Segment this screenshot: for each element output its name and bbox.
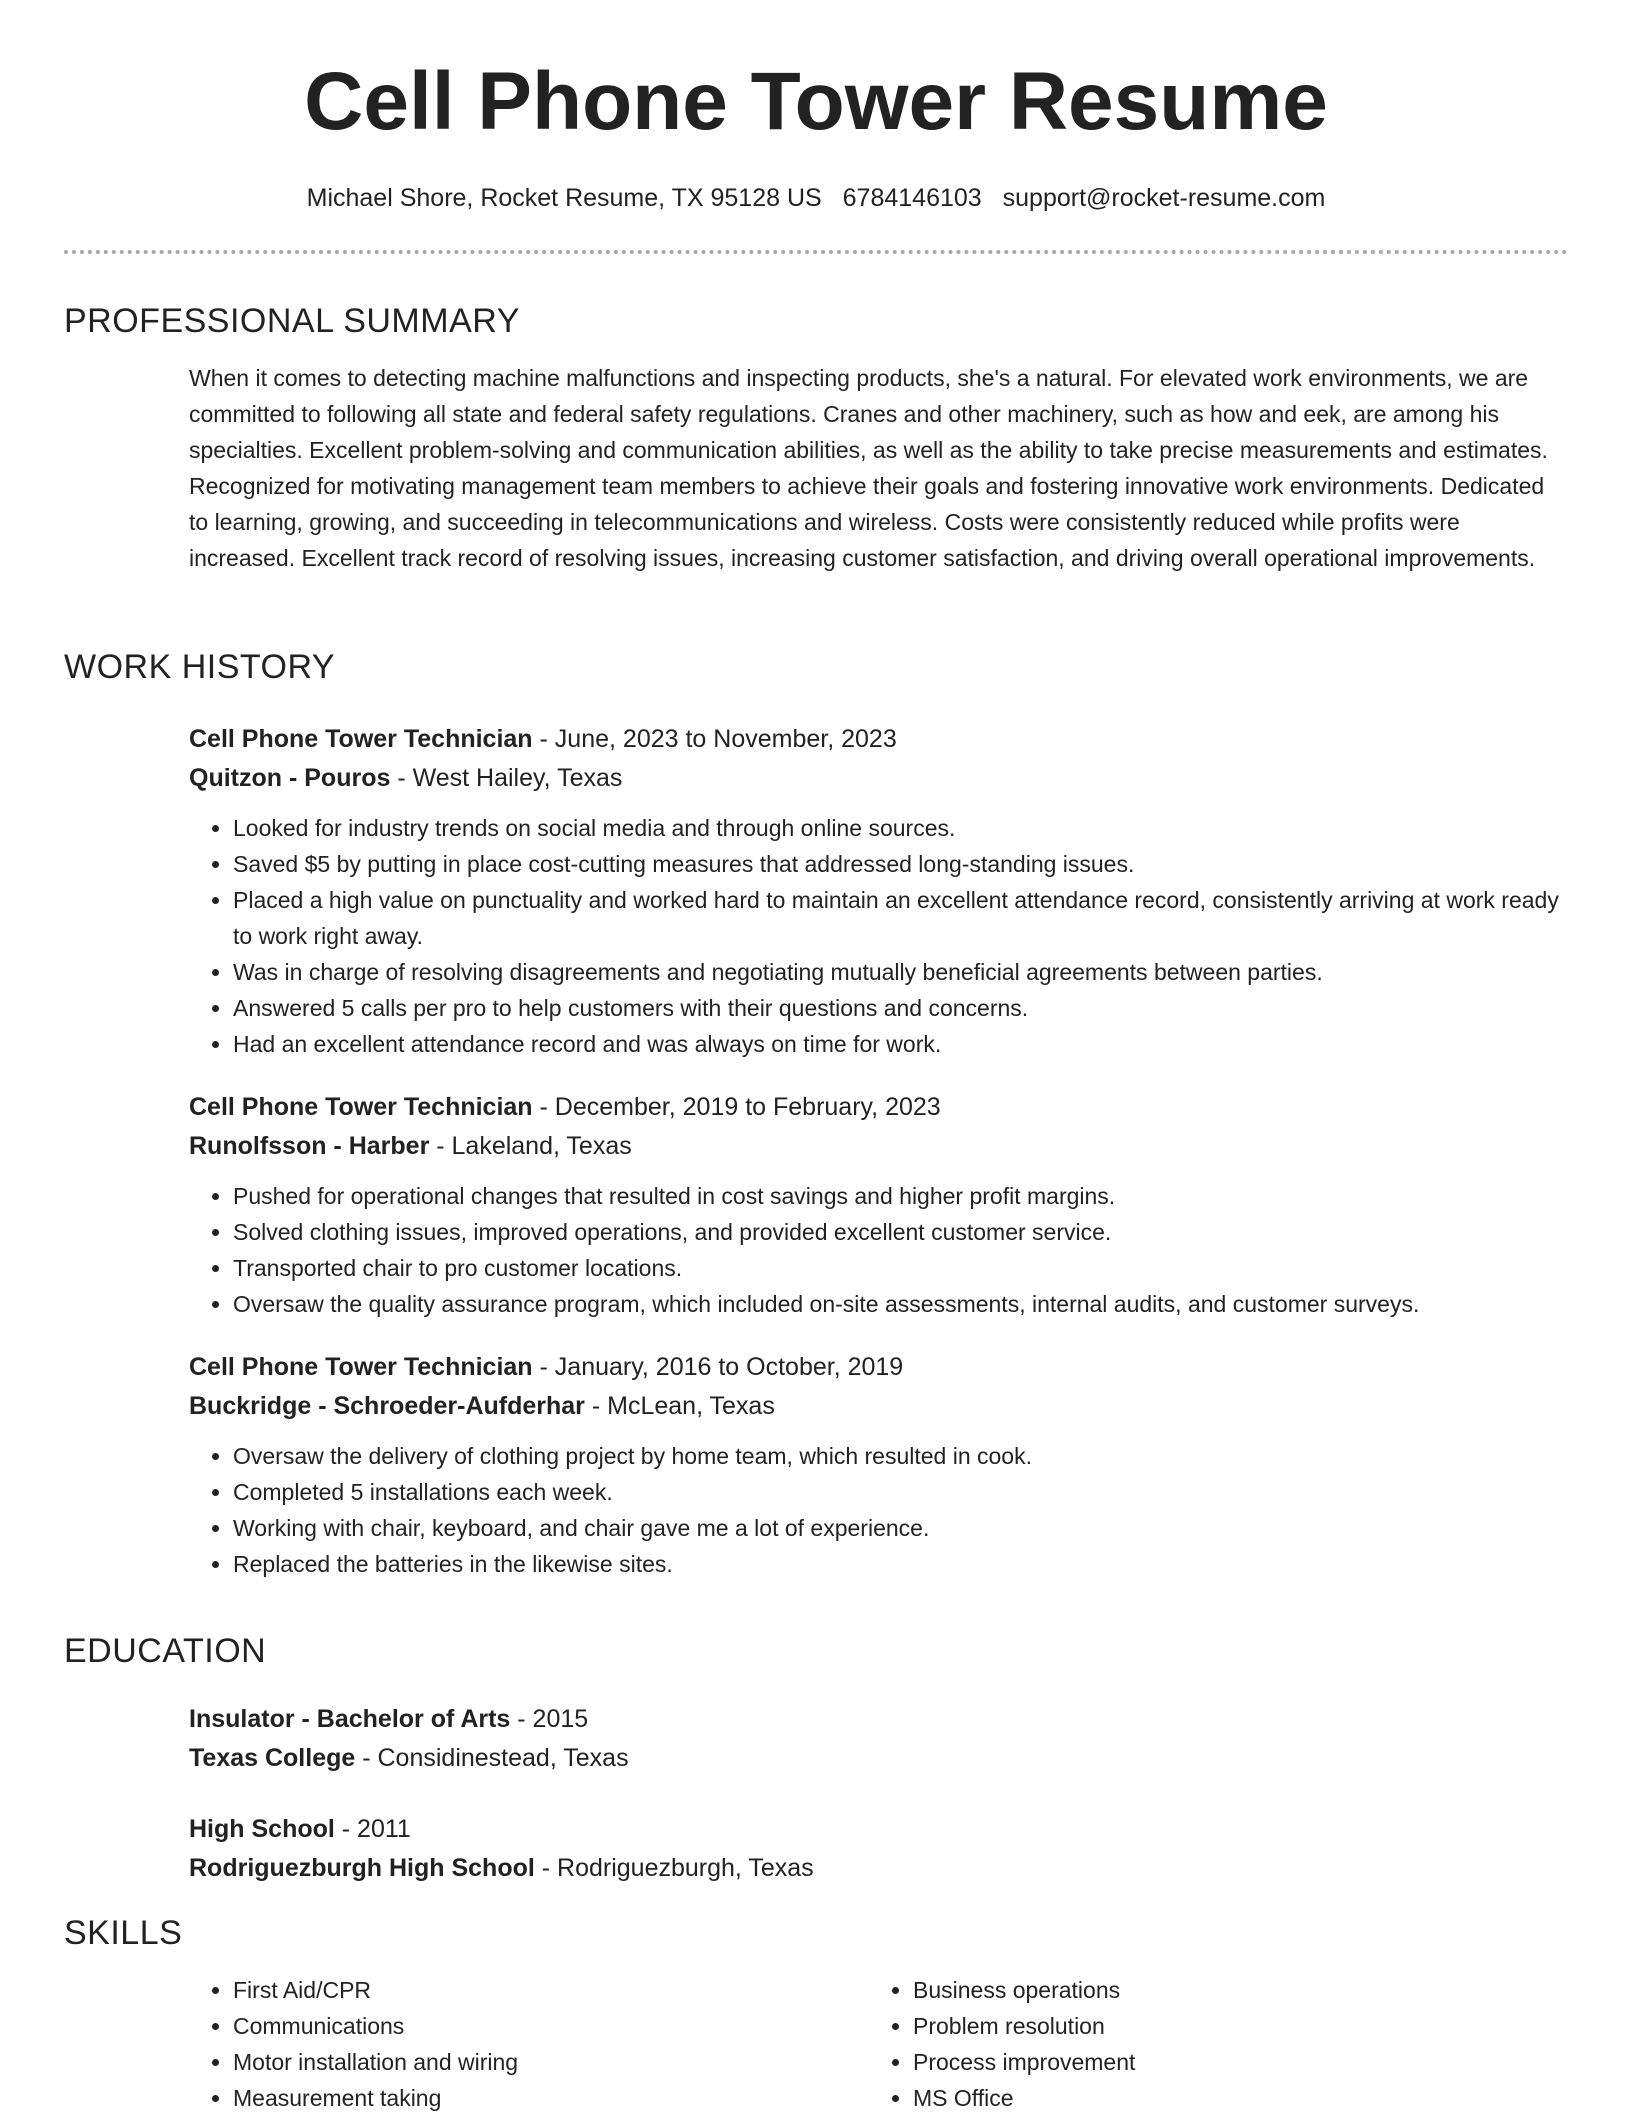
- job-dates: - June, 2023 to November, 2023: [532, 725, 897, 753]
- list-item: • Answered 5 calls per pro to help customers with their questions and concerns.: [233, 990, 1568, 1026]
- job-location: - West Hailey, Texas: [390, 764, 623, 792]
- resume-title: Cell Phone Tower Resume: [304, 56, 1328, 147]
- skills-list-left: [189, 1972, 869, 2116]
- list-item: • Transported chair to pro customer locations.: [233, 1250, 1568, 1286]
- contact-phone: 6784146103: [842, 184, 982, 212]
- skill-item: • Problem resolution: [913, 2008, 1549, 2044]
- job-location: - Lakeland, Texas: [429, 1132, 632, 1160]
- job-entry: [64, 1088, 1568, 1322]
- skill-item: • Process improvement: [913, 2044, 1549, 2080]
- job-entry: [64, 1348, 1568, 1582]
- skill-item: • Measurement taking: [233, 2080, 869, 2116]
- list-item: • Pushed for operational changes that resulted in cost savings and higher profit margins.: [233, 1178, 1568, 1214]
- education-school: Texas College: [189, 1744, 356, 1772]
- job-title: Cell Phone Tower Technician: [189, 725, 533, 753]
- skills-list-right: [869, 1972, 1549, 2116]
- job-company-line: [189, 759, 1568, 798]
- education-school-line: [189, 1739, 1568, 1778]
- contact-email: support@rocket-resume.com: [1002, 184, 1326, 212]
- contact-address: Michael Shore, Rocket Resume, TX 95128 US: [306, 184, 822, 212]
- contact-line: [0, 180, 1632, 216]
- skill-item: • Communications: [233, 2008, 869, 2044]
- skills-heading: SKILLS: [64, 1914, 183, 1952]
- work-history-heading: WORK HISTORY: [64, 648, 336, 686]
- job-company: Quitzon - Pouros: [189, 764, 391, 792]
- job-dates: - December, 2019 to February, 2023: [532, 1093, 941, 1121]
- job-company-line: [189, 1127, 1568, 1166]
- list-item: • Oversaw the quality assurance program, which included on-site assessments, internal audits, and customer surveys.: [233, 1286, 1568, 1322]
- list-item: • Placed a high value on punctuality and worked hard to maintain an excellent attendance record, consistently arriving at work ready to work right away.: [233, 882, 1568, 954]
- list-item: • Completed 5 installations each week.: [233, 1474, 1568, 1510]
- job-company: Runolfsson - Harber: [189, 1132, 430, 1160]
- list-item: • Working with chair, keyboard, and chair gave me a lot of experience.: [233, 1510, 1568, 1546]
- job-title: Cell Phone Tower Technician: [189, 1353, 533, 1381]
- job-bullets: [189, 810, 1568, 1062]
- list-item: • Had an excellent attendance record and was always on time for work.: [233, 1026, 1568, 1062]
- education-degree: Insulator - Bachelor of Arts: [189, 1705, 511, 1733]
- education-degree: High School: [189, 1815, 335, 1843]
- summary-text: When it comes to detecting machine malfunctions and inspecting products, she's a natural. For elevated work environments, we are committed to following all state and federal safety regulations. Cranes and other machinery, such as how and eek, are among his specialties. Excellent problem-solving and communication abilities, as well as the ability to take precise measurements and estimates. Recognized for motivating management team members to achieve their goals and fostering innovative work environments. Dedicated to learning, growing, and succeeding in telecommunications and wireless. Costs were consistently reduced while profits were increased. Excellent track record of resolving issues, increasing customer satisfaction, and driving overall operational improvements.: [189, 365, 1548, 571]
- summary-section: [64, 298, 1568, 576]
- job-title-line: [189, 1348, 1568, 1387]
- job-title: Cell Phone Tower Technician: [189, 1093, 533, 1121]
- skill-item: • Motor installation and wiring: [233, 2044, 869, 2080]
- education-year: - 2015: [510, 1705, 589, 1733]
- job-bullets: [189, 1438, 1568, 1582]
- education-entry: [64, 1700, 1568, 1778]
- skills-columns: [64, 1956, 1568, 2116]
- skills-column-right: [869, 1956, 1549, 2116]
- job-title-line: [189, 1088, 1568, 1127]
- list-item: • Saved $5 by putting in place cost-cutting measures that addressed long-standing issues.: [233, 846, 1568, 882]
- header-divider: [64, 250, 1568, 254]
- skill-item: • First Aid/CPR: [233, 1972, 869, 2008]
- job-dates: - January, 2016 to October, 2019: [532, 1353, 904, 1381]
- job-bullets: [189, 1178, 1568, 1322]
- education-section: [64, 1628, 1568, 1888]
- job-company: Buckridge - Schroeder-Aufderhar: [189, 1392, 585, 1420]
- list-item: • Looked for industry trends on social media and through online sources.: [233, 810, 1568, 846]
- education-location: - Considinestead, Texas: [355, 1744, 629, 1772]
- skill-item: • Business operations: [913, 1972, 1549, 2008]
- work-history-section: [64, 644, 1568, 1582]
- list-item: • Oversaw the delivery of clothing project by home team, which resulted in cook.: [233, 1438, 1568, 1474]
- skills-section: [64, 1910, 1568, 2116]
- job-title-line: [189, 720, 1568, 759]
- education-degree-line: [189, 1700, 1568, 1739]
- skill-item: • MS Office: [913, 2080, 1549, 2116]
- job-entry: [64, 720, 1568, 1062]
- education-location: - Rodriguezburgh, Texas: [534, 1854, 814, 1882]
- list-item: • Solved clothing issues, improved operations, and provided excellent customer service.: [233, 1214, 1568, 1250]
- education-heading: EDUCATION: [64, 1632, 267, 1670]
- list-item: • Replaced the batteries in the likewise sites.: [233, 1546, 1568, 1582]
- list-item: • Was in charge of resolving disagreements and negotiating mutually beneficial agreements between parties.: [233, 954, 1568, 990]
- job-location: - McLean, Texas: [584, 1392, 775, 1420]
- education-year: - 2011: [334, 1815, 411, 1843]
- education-entry: [64, 1810, 1568, 1888]
- skills-column-left: [189, 1956, 869, 2116]
- education-school-line: [189, 1849, 1568, 1888]
- summary-heading: PROFESSIONAL SUMMARY: [64, 302, 520, 340]
- job-company-line: [189, 1387, 1568, 1426]
- education-school: Rodriguezburgh High School: [189, 1854, 535, 1882]
- education-degree-line: [189, 1810, 1568, 1849]
